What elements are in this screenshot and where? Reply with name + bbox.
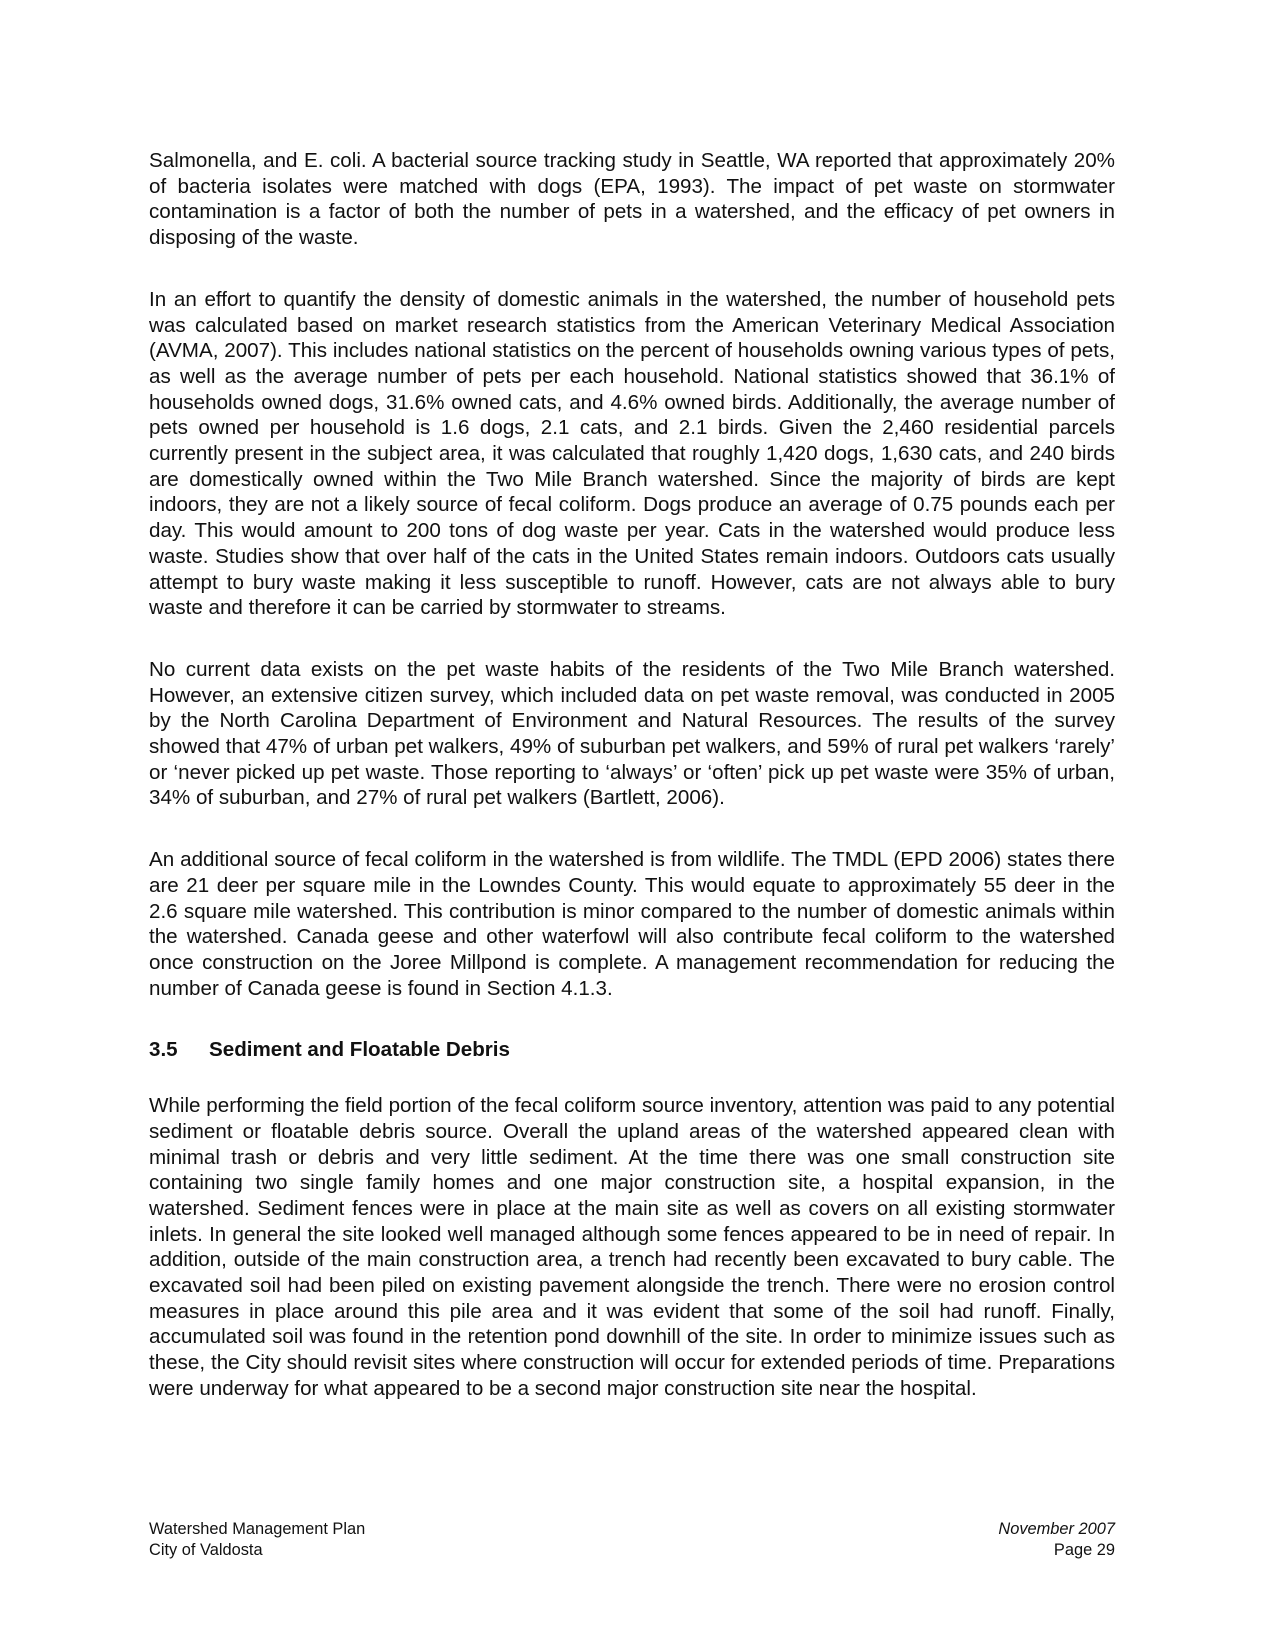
paragraph-pet-waste-bacteria: Salmonella, and E. coli. A bacterial source tracking study in Seattle, WA reported that approximately 20% of bacteria isolates were matched with dogs (EPA, 1993). The impact of pet waste on stormwater contamination is a factor of both the number of pets in a watershed, and the efficacy of pet owners in disposing of the waste.: [149, 149, 1115, 250]
footer-organization: City of Valdosta: [149, 1541, 263, 1559]
footer-right: [998, 1519, 1115, 1561]
section-number: 3.5: [149, 1038, 178, 1062]
section-heading: [149, 1037, 1115, 1063]
paragraph-sediment-debris: While performing the field portion of the fecal coliform source inventory, attention was paid to any potential sediment or floatable debris source. Overall the upland areas of the watershed appeared clean with minimal trash or debris and very little sediment. At the time there was one small construction site containing two single family homes and one major construction site, a hospital expansion, in the watershed. Sediment fences were in place at the main site as well as covers on all existing stormwater inlets. In general the site looked well managed although some fences appeared to be in need of repair. In addition, outside of the main construction area, a trench had recently been excavated to bury cable. The excavated soil had been piled on existing pavement alongside the trench. There were no erosion control measures in place around this pile area and it was evident that some of the soil had runoff. Finally, accumulated soil was found in the retention pond downhill of the site. In order to minimize issues such as these, the City should revisit sites where construction will occur for extended periods of time. Preparations were underway for what appeared to be a second major construction site near the hospital.: [149, 1094, 1115, 1400]
page-footer: [149, 1519, 1115, 1561]
paragraph-pet-waste-habits: No current data exists on the pet waste habits of the residents of the Two Mile Branch watershed. However, an extensive citizen survey, which included data on pet waste removal, was conducted in 2005 by the North Carolina Department of Environment and Natural Resources. The results of the survey showed that 47% of urban pet walkers, 49% of suburban pet walkers, and 59% of rural pet walkers ‘rarely’ or ‘never picked up pet waste. Those reporting to ‘always’ or ‘often’ pick up pet waste were 35% of urban, 34% of suburban, and 27% of rural pet walkers (Bartlett, 2006).: [149, 657, 1115, 810]
footer-left: [149, 1519, 365, 1561]
paragraph-wildlife-source: An additional source of fecal coliform in the watershed is from wildlife. The TMDL (EPD 2006) states there are 21 deer per square mile in the Lowndes County. This would equate to approximately 55 deer in the 2.6 square mile watershed. This contribution is minor compared to the number of domestic animals within the watershed. Canada geese and other waterfowl will also contribute fecal coliform to the watershed once construction on the Joree Millpond is complete. A management recommendation for reducing the number of Canada geese is found in Section 4.1.3.: [149, 848, 1115, 1000]
footer-document-title: Watershed Management Plan: [149, 1520, 366, 1538]
section-title: Sediment and Floatable Debris: [209, 1038, 510, 1062]
footer-date: November 2007: [998, 1520, 1115, 1538]
paragraph-domestic-animal-density: In an effort to quantify the density of domestic animals in the watershed, the number of household pets was calculated based on market research statistics from the American Veterinary Medical Association (AVMA, 2007). This includes national statistics on the percent of households owning various types of pets, as well as the average number of pets per each household. National statistics showed that 36.1% of households owned dogs, 31.6% owned cats, and 4.6% owned birds. Additionally, the average number of pets owned per household is 1.6 dogs, 2.1 cats, and 2.1 birds. Given the 2,460 residential parcels currently present in the subject area, it was calculated that roughly 1,420 dogs, 1,630 cats, and 240 birds are domestically owned within the Two Mile Branch watershed. Since the majority of birds are kept indoors, they are not a likely source of fecal coliform. Dogs produce an average of 0.75 pounds each per day. This would amount to 200 tons of dog waste per year. Cats in the watershed would produce less waste. Studies show that over half of the cats in the United States remain indoors. Outdoors cats usually attempt to bury waste making it less susceptible to runoff. However, cats are not always able to bury waste and therefore it can be carried by stormwater to streams.: [149, 287, 1115, 620]
page-body: [149, 148, 1115, 1438]
footer-page-number: Page 29: [1053, 1541, 1115, 1559]
